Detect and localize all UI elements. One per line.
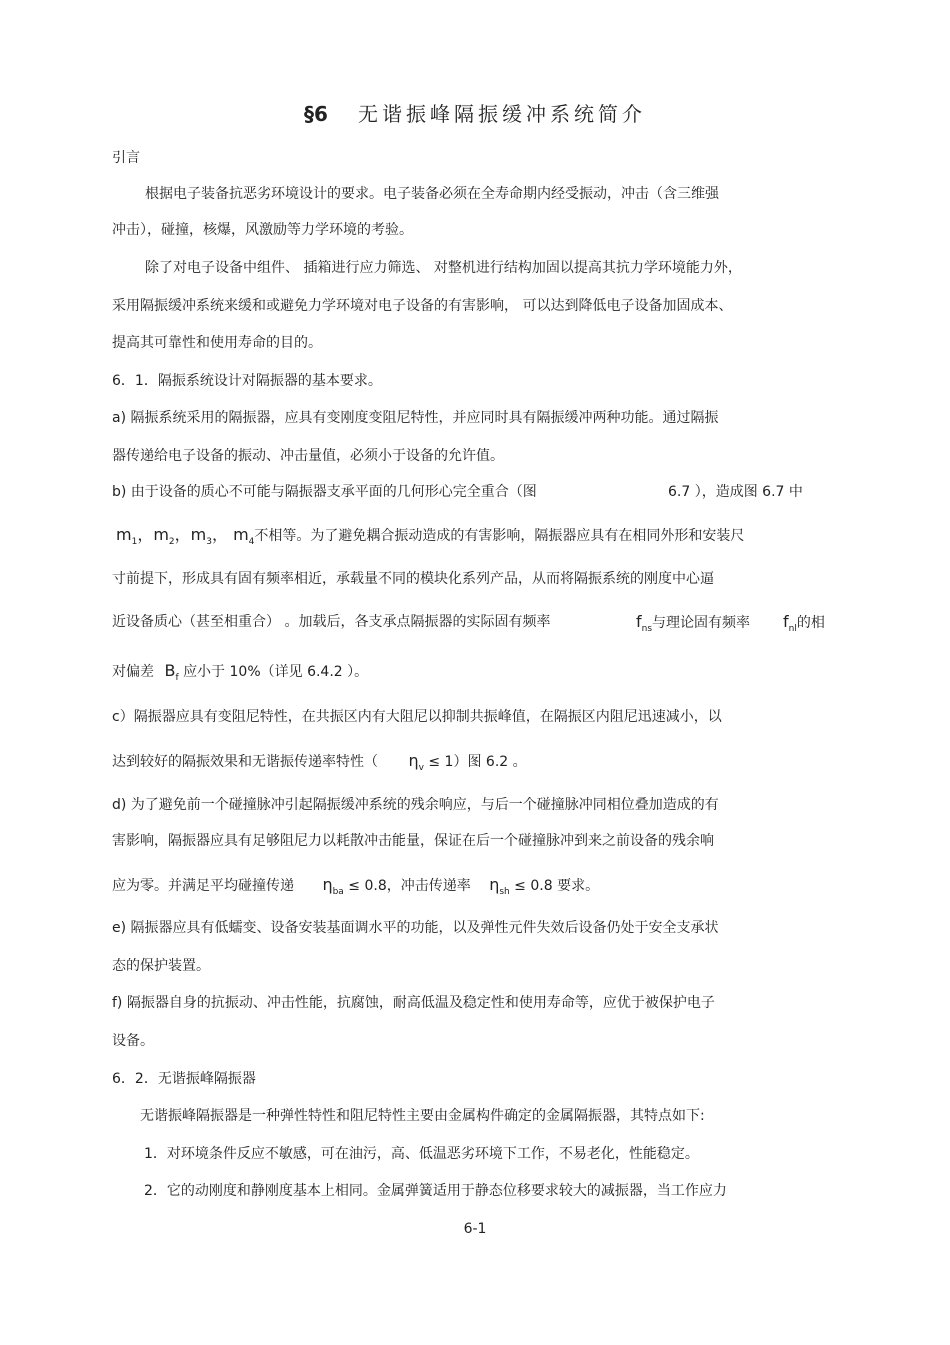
paragraph-line: 采用隔振缓冲系统来缓和或避免力学环境对电子设备的有害影响， 可以达到降低电子设备加固成本、 — [112, 298, 733, 314]
math-subscript: 1 — [131, 537, 138, 547]
paragraph-line: b) 由于设备的质心不可能与隔振器支承平面的几何形心完全重合（图 — [112, 484, 537, 500]
text-run: 对偏差 — [112, 664, 154, 680]
math-symbol: f — [636, 612, 642, 631]
text-run: 应小于 10%（详见 6.4.2 ）。 — [183, 664, 369, 680]
math-subscript: ba — [332, 887, 344, 897]
math-symbol: η — [408, 751, 419, 770]
math-subscript: 2 — [168, 537, 175, 547]
section-heading-6-2: 6．2．无谐振峰隔振器 — [112, 1071, 256, 1087]
paragraph-line: f) 隔振器自身的抗振动、冲击性能，抗腐蚀，耐高低温及稳定性和使用寿命等，应优于被保护电子 — [112, 995, 715, 1011]
paragraph-line: e) 隔振器应具有低蠕变、设备安装基面调水平的功能，以及弹性元件失效后设备仍处于安全支承状 — [112, 920, 719, 936]
math-subscript: v — [418, 763, 424, 773]
paragraph-line — [783, 612, 825, 639]
paragraph-line: 无谐振峰隔振器是一种弹性特性和阻尼特性主要由金属构件确定的金属隔振器，其特点如下: — [140, 1108, 705, 1124]
paragraph-line — [112, 875, 599, 902]
math-symbol: η — [322, 875, 333, 894]
math-symbol: ，m — [137, 525, 169, 544]
text-run: ≤ 1）图 6.2 。 — [423, 754, 527, 770]
paragraph-line: 害影响，隔振器应具有足够阻尼力以耗散冲击能量，保证在后一个碰撞脉冲到来之前设备的残余响 — [112, 833, 714, 849]
text-run: ≤ 0.8，冲击传递率 — [343, 878, 471, 894]
paragraph-line: 寸前提下，形成具有固有频率相近，承载量不同的模块化系列产品，从而将隔振系统的刚度中心逼 — [112, 571, 714, 587]
math-symbol: B — [164, 661, 176, 680]
math-symbol: f — [783, 612, 789, 631]
math-symbol: ，m — [174, 525, 207, 544]
paragraph-line: 近设备质心（甚至相重合） 。加载后，各支承点隔振器的实际固有频率 — [112, 614, 551, 630]
math-subscript: ns — [641, 624, 653, 634]
section-number: §6 — [304, 102, 328, 126]
paragraph-line: d) 为了避免前一个碰撞脉冲引起隔振缓冲系统的残余响应，与后一个碰撞脉冲同相位叠加造成的有 — [112, 797, 719, 813]
page-number: 6-1 — [463, 1221, 487, 1237]
paragraph-line — [112, 661, 368, 688]
paragraph-line: 器传递给电子设备的振动、冲击量值，必须小于设备的允许值。 — [112, 448, 504, 464]
paragraph-line: 6.7 ），造成图 6.7 中 — [668, 484, 803, 500]
math-subscript: f — [175, 673, 179, 683]
text-run: 应为零。并满足平均碰撞传递 — [112, 878, 294, 894]
paragraph-line: 根据电子装备抗恶劣环境设计的要求。电子装备必须在全寿命期内经受振动，冲击（含三维强 — [145, 186, 719, 202]
paragraph-line: c）隔振器应具有变阻尼特性，在共振区内有大阻尼以抑制共振峰值，在隔振区内阻尼迅速减小，以 — [112, 709, 722, 725]
paragraph-line — [636, 612, 750, 639]
intro-heading: 引言 — [112, 150, 140, 166]
paragraph-line: 提高其可靠性和使用寿命的目的。 — [112, 335, 322, 351]
paragraph-line: a) 隔振系统采用的隔振器，应具有变刚度变阻尼特性，并应同时具有隔振缓冲两种功能。通过隔振 — [112, 410, 719, 426]
paragraph-line: 冲击），碰撞，核爆，风激励等力学环境的考验。 — [112, 222, 413, 238]
math-subscript: 3 — [206, 537, 212, 547]
text-run: ≤ 0.8 要求。 — [509, 878, 600, 894]
text-run: 不相等。为了避免耦合振动造成的有害影响，隔振器应具有在相同外形和安装尺 — [254, 528, 745, 544]
math-subscript: sh — [499, 887, 510, 897]
list-item: 1．对环境条件反应不敏感，可在油污，高、低温恶劣环境下工作，不易老化，性能稳定。 — [144, 1146, 699, 1162]
math-subscript: nl — [788, 624, 797, 634]
text-run: 与理论固有频率 — [652, 615, 751, 631]
section-heading-6-1: 6．1．隔振系统设计对隔振器的基本要求。 — [112, 373, 382, 389]
text-run: 达到较好的隔振效果和无谐振传递率特性（ — [112, 754, 378, 770]
paragraph-line — [116, 525, 744, 552]
paragraph-line — [112, 751, 527, 778]
paragraph-line: 除了对电子设备中组件、 插箱进行应力筛选、 对整机进行结构加固以提高其抗力学环境能力外， — [145, 260, 742, 276]
math-symbol: m — [116, 525, 132, 544]
math-subscript: 4 — [248, 537, 255, 547]
math-symbol: ， m — [211, 525, 249, 544]
page-title — [0, 100, 950, 128]
math-symbol: η — [489, 875, 500, 894]
paragraph-line: 设备。 — [112, 1033, 154, 1049]
title-text: 无谐振峰隔振缓冲系统简介 — [357, 102, 646, 126]
text-run: 的相 — [796, 615, 825, 631]
paragraph-line: 态的保护装置。 — [112, 958, 210, 974]
list-item: 2．它的动刚度和静刚度基本上相同。金属弹簧适用于静态位移要求较大的减振器，当工作应力 — [144, 1183, 727, 1199]
